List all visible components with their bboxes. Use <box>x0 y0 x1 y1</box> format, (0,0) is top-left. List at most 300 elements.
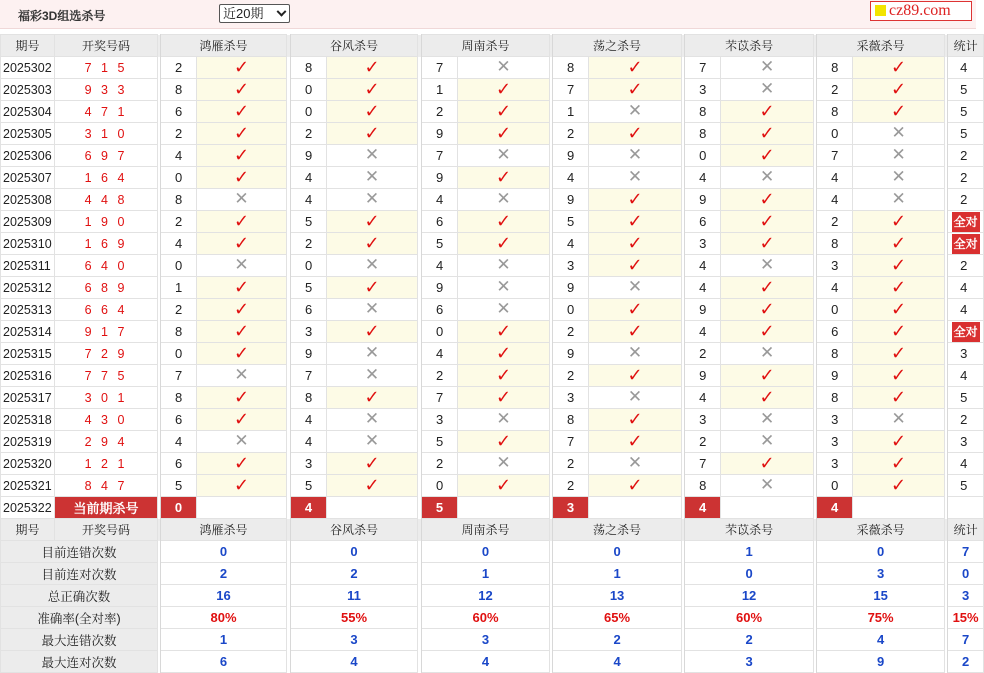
checkmark-icon: ✓ <box>233 100 250 121</box>
draw-number-cell: 3 0 1 <box>55 387 158 409</box>
stat-value: 55% <box>291 607 418 629</box>
table-row <box>1 189 984 211</box>
result-cell <box>197 453 287 475</box>
result-cell <box>853 343 945 365</box>
result-cell <box>721 277 814 299</box>
result-cell <box>589 453 682 475</box>
kill-number-cell: 9 <box>553 189 589 211</box>
result-cell <box>327 387 418 409</box>
current-kill-number: 4 <box>291 497 327 519</box>
result-cell <box>589 211 682 233</box>
stat-cell: 5 <box>948 79 984 101</box>
kill-number-cell: 4 <box>817 189 853 211</box>
checkmark-icon: ✓ <box>627 298 643 319</box>
checkmark-icon: ✓ <box>627 188 643 209</box>
draw-number-cell: 1 9 0 <box>55 211 158 233</box>
cross-icon: ✕ <box>759 79 775 98</box>
cross-icon: ✕ <box>234 431 249 450</box>
checkmark-icon: ✓ <box>627 56 643 77</box>
result-cell <box>721 211 814 233</box>
cross-icon: ✕ <box>364 189 380 208</box>
kill-number-cell: 1 <box>422 79 458 101</box>
draw-number-cell: 2 9 4 <box>55 431 158 453</box>
checkmark-icon: ✓ <box>627 254 643 275</box>
result-cell <box>197 255 287 277</box>
result-cell <box>197 321 287 343</box>
result-cell <box>721 255 814 277</box>
result-cell <box>853 167 945 189</box>
checkmark-icon: ✓ <box>627 474 643 495</box>
result-cell <box>853 475 945 497</box>
result-cell <box>458 211 550 233</box>
kill-number-cell: 0 <box>422 475 458 497</box>
kill-number-cell: 4 <box>685 167 721 189</box>
cross-icon: ✕ <box>496 277 511 296</box>
kill-number-cell: 3 <box>817 453 853 475</box>
result-cell <box>458 123 550 145</box>
result-cell <box>589 387 682 409</box>
kill-number-cell: 2 <box>422 453 458 475</box>
table-row <box>1 453 984 475</box>
checkmark-icon: ✓ <box>233 122 250 143</box>
kill-number-cell: 9 <box>685 365 721 387</box>
kill-number-cell: 8 <box>817 233 853 255</box>
kill-number-cell: 9 <box>685 299 721 321</box>
result-cell <box>458 255 550 277</box>
kill-number-cell: 9 <box>422 277 458 299</box>
cross-icon: ✕ <box>891 189 906 208</box>
result-cell <box>197 277 287 299</box>
result-cell <box>197 475 287 497</box>
result-cell <box>458 409 550 431</box>
kill-number-cell: 2 <box>161 57 197 79</box>
draw-number-cell: 4 3 0 <box>55 409 158 431</box>
current-kill-number: 5 <box>422 497 458 519</box>
result-cell <box>327 79 418 101</box>
result-cell <box>197 233 287 255</box>
stat-value: 11 <box>291 585 418 607</box>
result-cell <box>853 277 945 299</box>
table-row <box>1 387 984 409</box>
kill-number-cell: 2 <box>422 365 458 387</box>
checkmark-icon: ✓ <box>233 474 250 495</box>
checkmark-icon: ✓ <box>364 474 380 495</box>
cross-icon: ✕ <box>364 365 380 384</box>
draw-number-cell: 1 2 1 <box>55 453 158 475</box>
checkmark-icon: ✓ <box>627 210 643 231</box>
stat-row <box>1 607 984 629</box>
checkmark-icon: ✓ <box>891 56 907 77</box>
stat-row <box>1 651 984 673</box>
draw-number-cell: 3 1 0 <box>55 123 158 145</box>
result-cell <box>721 57 814 79</box>
result-cell <box>721 299 814 321</box>
issue-cell: 2025309 <box>1 211 55 233</box>
kill-number-cell: 8 <box>161 387 197 409</box>
issue-cell: 2025317 <box>1 387 55 409</box>
cross-icon: ✕ <box>496 453 511 472</box>
checkmark-icon: ✓ <box>891 298 907 319</box>
cross-icon: ✕ <box>364 145 380 164</box>
kill-number-cell: 4 <box>685 321 721 343</box>
stat-row <box>1 585 984 607</box>
kill-number-cell: 8 <box>817 101 853 123</box>
issue-cell: 2025310 <box>1 233 55 255</box>
kill-number-cell: 8 <box>161 189 197 211</box>
result-cell <box>853 79 945 101</box>
stat-total: 7 <box>948 629 984 651</box>
kill-number-cell: 2 <box>553 365 589 387</box>
checkmark-icon: ✓ <box>759 210 775 231</box>
draw-number-cell: 7 7 5 <box>55 365 158 387</box>
result-cell <box>458 101 550 123</box>
kill-number-cell: 7 <box>685 453 721 475</box>
checkmark-icon: ✓ <box>364 100 380 121</box>
issue-cell: 2025320 <box>1 453 55 475</box>
checkmark-icon: ✓ <box>759 386 775 407</box>
kill-number-cell: 4 <box>161 431 197 453</box>
kill-number-cell: 8 <box>161 79 197 101</box>
checkmark-icon: ✓ <box>364 276 380 297</box>
stat-value: 60% <box>685 607 814 629</box>
checkmark-icon: ✓ <box>495 386 512 407</box>
result-cell <box>589 431 682 453</box>
result-cell <box>721 343 814 365</box>
kill-number-cell: 9 <box>685 189 721 211</box>
result-cell <box>327 189 418 211</box>
result-cell <box>327 101 418 123</box>
checkmark-icon: ✓ <box>891 78 907 99</box>
checkmark-icon: ✓ <box>495 474 512 495</box>
checkmark-icon: ✓ <box>364 78 380 99</box>
draw-number-cell: 4 7 1 <box>55 101 158 123</box>
kill-number-cell: 8 <box>291 57 327 79</box>
stat-value: 0 <box>817 541 945 563</box>
cross-icon: ✕ <box>759 475 775 494</box>
kill-number-cell: 7 <box>817 145 853 167</box>
checkmark-icon: ✓ <box>891 474 907 495</box>
stat-value: 12 <box>422 585 550 607</box>
cross-icon: ✕ <box>234 189 249 208</box>
stat-value: 3 <box>291 629 418 651</box>
kill-number-cell: 2 <box>553 453 589 475</box>
checkmark-icon: ✓ <box>759 100 775 121</box>
table-row <box>1 79 984 101</box>
table-row <box>1 343 984 365</box>
kill-number-cell: 6 <box>422 299 458 321</box>
checkmark-icon: ✓ <box>495 122 512 143</box>
cross-icon: ✕ <box>759 343 775 362</box>
empty-cell <box>458 497 550 519</box>
stat-cell: 5 <box>948 387 984 409</box>
stat-value: 0 <box>685 563 814 585</box>
kill-number-cell: 3 <box>291 321 327 343</box>
all-correct-badge: 全对 <box>952 212 980 232</box>
stat-cell: 2 <box>948 189 984 211</box>
kill-number-cell: 2 <box>291 123 327 145</box>
kill-number-cell: 4 <box>161 233 197 255</box>
result-cell <box>327 145 418 167</box>
result-cell <box>721 365 814 387</box>
cross-icon: ✕ <box>496 409 511 428</box>
stat-row <box>1 629 984 651</box>
kill-number-cell: 3 <box>422 409 458 431</box>
chevron-down-icon <box>277 7 287 17</box>
kill-number-cell: 2 <box>291 233 327 255</box>
result-cell <box>589 101 682 123</box>
cross-icon: ✕ <box>891 145 906 164</box>
cross-icon: ✕ <box>627 145 643 164</box>
cross-icon: ✕ <box>759 255 775 274</box>
issue-cell: 2025315 <box>1 343 55 365</box>
result-cell <box>721 233 814 255</box>
kill-number-cell: 5 <box>422 233 458 255</box>
stat-cell: 5 <box>948 101 984 123</box>
checkmark-icon: ✓ <box>495 364 512 385</box>
checkmark-icon: ✓ <box>233 452 250 473</box>
kill-number-cell: 4 <box>291 167 327 189</box>
kill-number-cell: 5 <box>422 431 458 453</box>
stat-value: 2 <box>685 629 814 651</box>
draw-number-cell: 8 4 7 <box>55 475 158 497</box>
result-cell <box>853 321 945 343</box>
draw-number-cell: 4 4 8 <box>55 189 158 211</box>
result-cell <box>197 409 287 431</box>
result-cell <box>197 101 287 123</box>
checkmark-icon: ✓ <box>233 386 250 407</box>
checkmark-icon: ✓ <box>759 276 775 297</box>
expert-header: 芣苡杀号 <box>685 35 814 57</box>
checkmark-icon: ✓ <box>495 78 512 99</box>
stat-cell: 2 <box>948 409 984 431</box>
result-cell <box>197 211 287 233</box>
stat-label: 最大连对次数 <box>1 651 158 673</box>
kill-number-cell: 9 <box>422 167 458 189</box>
checkmark-icon: ✓ <box>364 210 380 231</box>
stat-cell: 4 <box>948 299 984 321</box>
result-cell <box>327 365 418 387</box>
stat-value: 0 <box>422 541 550 563</box>
kill-number-cell: 4 <box>161 145 197 167</box>
checkmark-icon: ✓ <box>759 188 775 209</box>
cross-icon: ✕ <box>234 255 249 274</box>
cross-icon: ✕ <box>364 431 380 450</box>
kill-number-cell: 8 <box>553 57 589 79</box>
result-cell <box>589 57 682 79</box>
stat-total: 2 <box>948 651 984 673</box>
kill-number-cell: 0 <box>817 475 853 497</box>
kill-number-cell: 7 <box>291 365 327 387</box>
stat-cell: 3 <box>948 343 984 365</box>
kill-number-cell: 7 <box>422 387 458 409</box>
stat-total: 7 <box>948 541 984 563</box>
stat-value: 80% <box>161 607 287 629</box>
cross-icon: ✕ <box>627 167 643 186</box>
checkmark-icon: ✓ <box>364 56 380 77</box>
logo-square-icon <box>875 5 886 16</box>
result-cell <box>853 255 945 277</box>
stat-value: 9 <box>817 651 945 673</box>
kill-number-cell: 3 <box>817 255 853 277</box>
result-cell <box>197 189 287 211</box>
result-cell <box>721 453 814 475</box>
kill-number-cell: 0 <box>553 299 589 321</box>
result-cell <box>853 409 945 431</box>
kill-number-cell: 9 <box>817 365 853 387</box>
stat-cell: 4 <box>948 453 984 475</box>
kill-number-cell: 8 <box>817 387 853 409</box>
result-cell <box>589 277 682 299</box>
draw-number-cell: 1 6 4 <box>55 167 158 189</box>
cross-icon: ✕ <box>627 453 643 472</box>
checkmark-icon: ✓ <box>627 122 643 143</box>
kill-number-cell: 0 <box>161 343 197 365</box>
checkmark-icon: ✓ <box>495 320 512 341</box>
issue-header: 期号 <box>1 35 55 57</box>
result-cell <box>721 167 814 189</box>
site-logo[interactable] <box>870 1 972 21</box>
all-correct-badge: 全对 <box>952 234 980 254</box>
table-row <box>1 255 984 277</box>
expert-header: 周南杀号 <box>422 519 550 541</box>
stat-value: 2 <box>291 563 418 585</box>
kill-number-cell: 8 <box>817 57 853 79</box>
stat-cell <box>948 233 984 255</box>
kill-number-cell: 4 <box>817 277 853 299</box>
stat-cell: 3 <box>948 431 984 453</box>
stat-label: 目前连错次数 <box>1 541 158 563</box>
cross-icon: ✕ <box>627 387 643 406</box>
stat-value: 4 <box>422 651 550 673</box>
draw-number-cell: 6 8 9 <box>55 277 158 299</box>
checkmark-icon: ✓ <box>759 320 775 341</box>
kill-number-cell: 2 <box>161 211 197 233</box>
expert-header: 采薇杀号 <box>817 519 945 541</box>
kill-number-cell: 3 <box>817 409 853 431</box>
checkmark-icon: ✓ <box>233 78 250 99</box>
result-cell <box>721 189 814 211</box>
kill-number-cell: 2 <box>553 321 589 343</box>
kill-number-cell: 6 <box>422 211 458 233</box>
checkmark-icon: ✓ <box>891 254 907 275</box>
result-cell <box>327 123 418 145</box>
issue-cell: 2025306 <box>1 145 55 167</box>
kill-number-cell: 2 <box>553 475 589 497</box>
result-cell <box>458 299 550 321</box>
checkmark-icon: ✓ <box>627 364 643 385</box>
stat-value: 13 <box>553 585 682 607</box>
kill-number-cell: 2 <box>161 123 197 145</box>
kill-number-cell: 8 <box>685 101 721 123</box>
issue-header: 期号 <box>1 519 55 541</box>
cross-icon: ✕ <box>891 409 906 428</box>
checkmark-icon: ✓ <box>891 210 907 231</box>
kill-number-cell: 7 <box>422 145 458 167</box>
kill-number-cell: 9 <box>291 343 327 365</box>
kill-number-cell: 9 <box>553 343 589 365</box>
cross-icon: ✕ <box>759 409 775 428</box>
result-cell <box>721 387 814 409</box>
table-row <box>1 365 984 387</box>
empty-cell <box>589 497 682 519</box>
table-row <box>1 431 984 453</box>
stat-value: 4 <box>817 629 945 651</box>
current-kill-number: 4 <box>685 497 721 519</box>
result-cell <box>197 365 287 387</box>
kill-number-cell: 3 <box>685 79 721 101</box>
checkmark-icon: ✓ <box>233 232 250 253</box>
kill-number-cell: 5 <box>553 211 589 233</box>
kill-number-cell: 4 <box>291 431 327 453</box>
kill-number-cell: 8 <box>291 387 327 409</box>
checkmark-icon: ✓ <box>891 320 907 341</box>
checkmark-icon: ✓ <box>364 386 380 407</box>
result-cell <box>721 145 814 167</box>
result-cell <box>589 409 682 431</box>
stat-value: 6 <box>161 651 287 673</box>
kill-number-cell: 1 <box>161 277 197 299</box>
kill-number-cell: 0 <box>817 299 853 321</box>
result-cell <box>721 475 814 497</box>
checkmark-icon: ✓ <box>891 430 907 451</box>
result-cell <box>327 211 418 233</box>
cross-icon: ✕ <box>364 299 380 318</box>
kill-number-cell: 4 <box>422 255 458 277</box>
table-row <box>1 233 984 255</box>
kill-number-cell: 9 <box>422 123 458 145</box>
checkmark-icon: ✓ <box>495 210 512 231</box>
table-row <box>1 211 984 233</box>
result-cell <box>589 475 682 497</box>
result-cell <box>458 79 550 101</box>
cross-icon: ✕ <box>234 365 249 384</box>
kill-number-cell: 0 <box>817 123 853 145</box>
checkmark-icon: ✓ <box>495 342 512 363</box>
kill-number-cell: 8 <box>685 123 721 145</box>
result-cell <box>853 299 945 321</box>
kill-number-cell: 4 <box>685 255 721 277</box>
result-cell <box>197 145 287 167</box>
expert-header: 谷风杀号 <box>291 35 418 57</box>
checkmark-icon: ✓ <box>233 166 250 187</box>
kill-number-cell: 5 <box>291 277 327 299</box>
result-cell <box>589 189 682 211</box>
cross-icon: ✕ <box>496 189 511 208</box>
result-cell <box>327 475 418 497</box>
cross-icon: ✕ <box>364 255 380 274</box>
checkmark-icon: ✓ <box>233 144 250 165</box>
stat-value: 1 <box>685 541 814 563</box>
checkmark-icon: ✓ <box>891 232 907 253</box>
checkmark-icon: ✓ <box>759 144 775 165</box>
result-cell <box>197 431 287 453</box>
stat-value: 1 <box>161 629 287 651</box>
kill-number-cell: 3 <box>685 233 721 255</box>
result-cell <box>458 277 550 299</box>
result-cell <box>327 277 418 299</box>
period-select[interactable] <box>219 4 290 23</box>
kill-number-cell: 0 <box>685 145 721 167</box>
checkmark-icon: ✓ <box>495 232 512 253</box>
checkmark-icon: ✓ <box>364 232 380 253</box>
checkmark-icon: ✓ <box>759 298 775 319</box>
cross-icon: ✕ <box>496 145 511 164</box>
draw-number-cell: 6 4 0 <box>55 255 158 277</box>
kill-number-cell: 7 <box>553 79 589 101</box>
result-cell <box>458 365 550 387</box>
table-row <box>1 475 984 497</box>
result-cell <box>327 57 418 79</box>
